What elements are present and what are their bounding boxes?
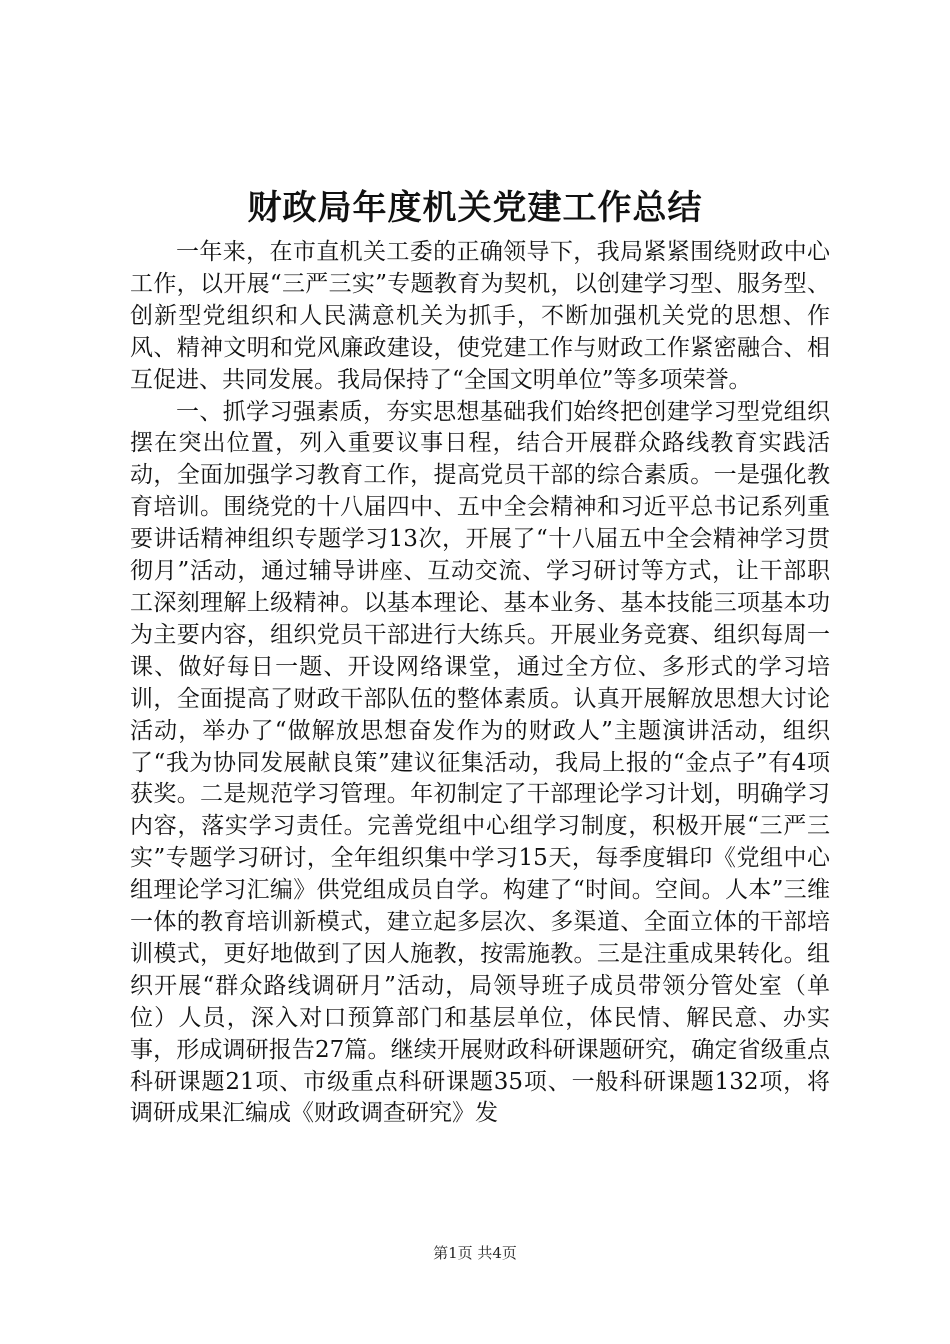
page-number-footer: 第1页 共4页 (433, 1244, 517, 1262)
document-title: 财政局年度机关党建工作总结 (247, 188, 703, 228)
body-paragraph-intro: 一年来，在市直机关工委的正确领导下，我局紧紧围绕财政中心工作，以开展“三严三实”专题教育为契机，以创建学习型、服务型、创新型党组织和人民满意机关为抓手，不断加强机关党的思想、作风、精神文明和党风廉政建设，使党建工作与财政工作紧密融合、相互促进、共同发展。我局保持了“全国文明单位”等多项荣誉。 (130, 239, 830, 393)
document-body (130, 237, 830, 1130)
body-paragraph-section-1: 一、抓学习强素质，夯实思想基础我们始终把创建学习型党组织摆在突出位置，列入重要议事日程，结合开展群众路线教育实践活动，全面加强学习教育工作，提高党员干部的综合素质。一是强化教育培训。围绕党的十八届四中、五中全会精神和习近平总书记系列重要讲话精神组织专题学习13次，开展了“十八届五中全会精神学习贯彻月”活动，通过辅导讲座、互动交流、学习研讨等方式，让干部职工深刻理解上级精神。以基本理论、基本业务、基本技能三项基本功为主要内容，组织党员干部进行大练兵。开展业务竞赛、组织每周一课、做好每日一题、开设网络课堂，通过全方位、多形式的学习培训，全面提高了财政干部队伍的整体素质。认真开展解放思想大讨论活动，举办了“做解放思想奋发作为的财政人”主题演讲活动，组织了“我为协同发展献良策”建议征集活动，我局上报的“金点子”有4项获奖。二是规范学习管理。年初制定了干部理论学习计划，明确学习内容，落实学习责任。完善党组中心组学习制度，积极开展“三严三实”专题学习研讨，全年组织集中学习15天，每季度辑印《党组中心组理论学习汇编》供党组成员自学。构建了“时间。空间。人本”三维一体的教育培训新模式，建立起多层次、多渠道、全面立体的干部培训模式，更好地做到了因人施教，按需施教。三是注重成果转化。组织开展“群众路线调研月”活动，局领导班子成员带领分管处室（单位）人员，深入对口预算部门和基层单位，体民情、解民意、办实事，形成调研报告27篇。继续开展财政科研课题研究，确定省级重点科研课题21项、市级重点科研课题35项、一般科研课题132项，将调研成果汇编成《财政调查研究》发 (130, 398, 830, 1127)
